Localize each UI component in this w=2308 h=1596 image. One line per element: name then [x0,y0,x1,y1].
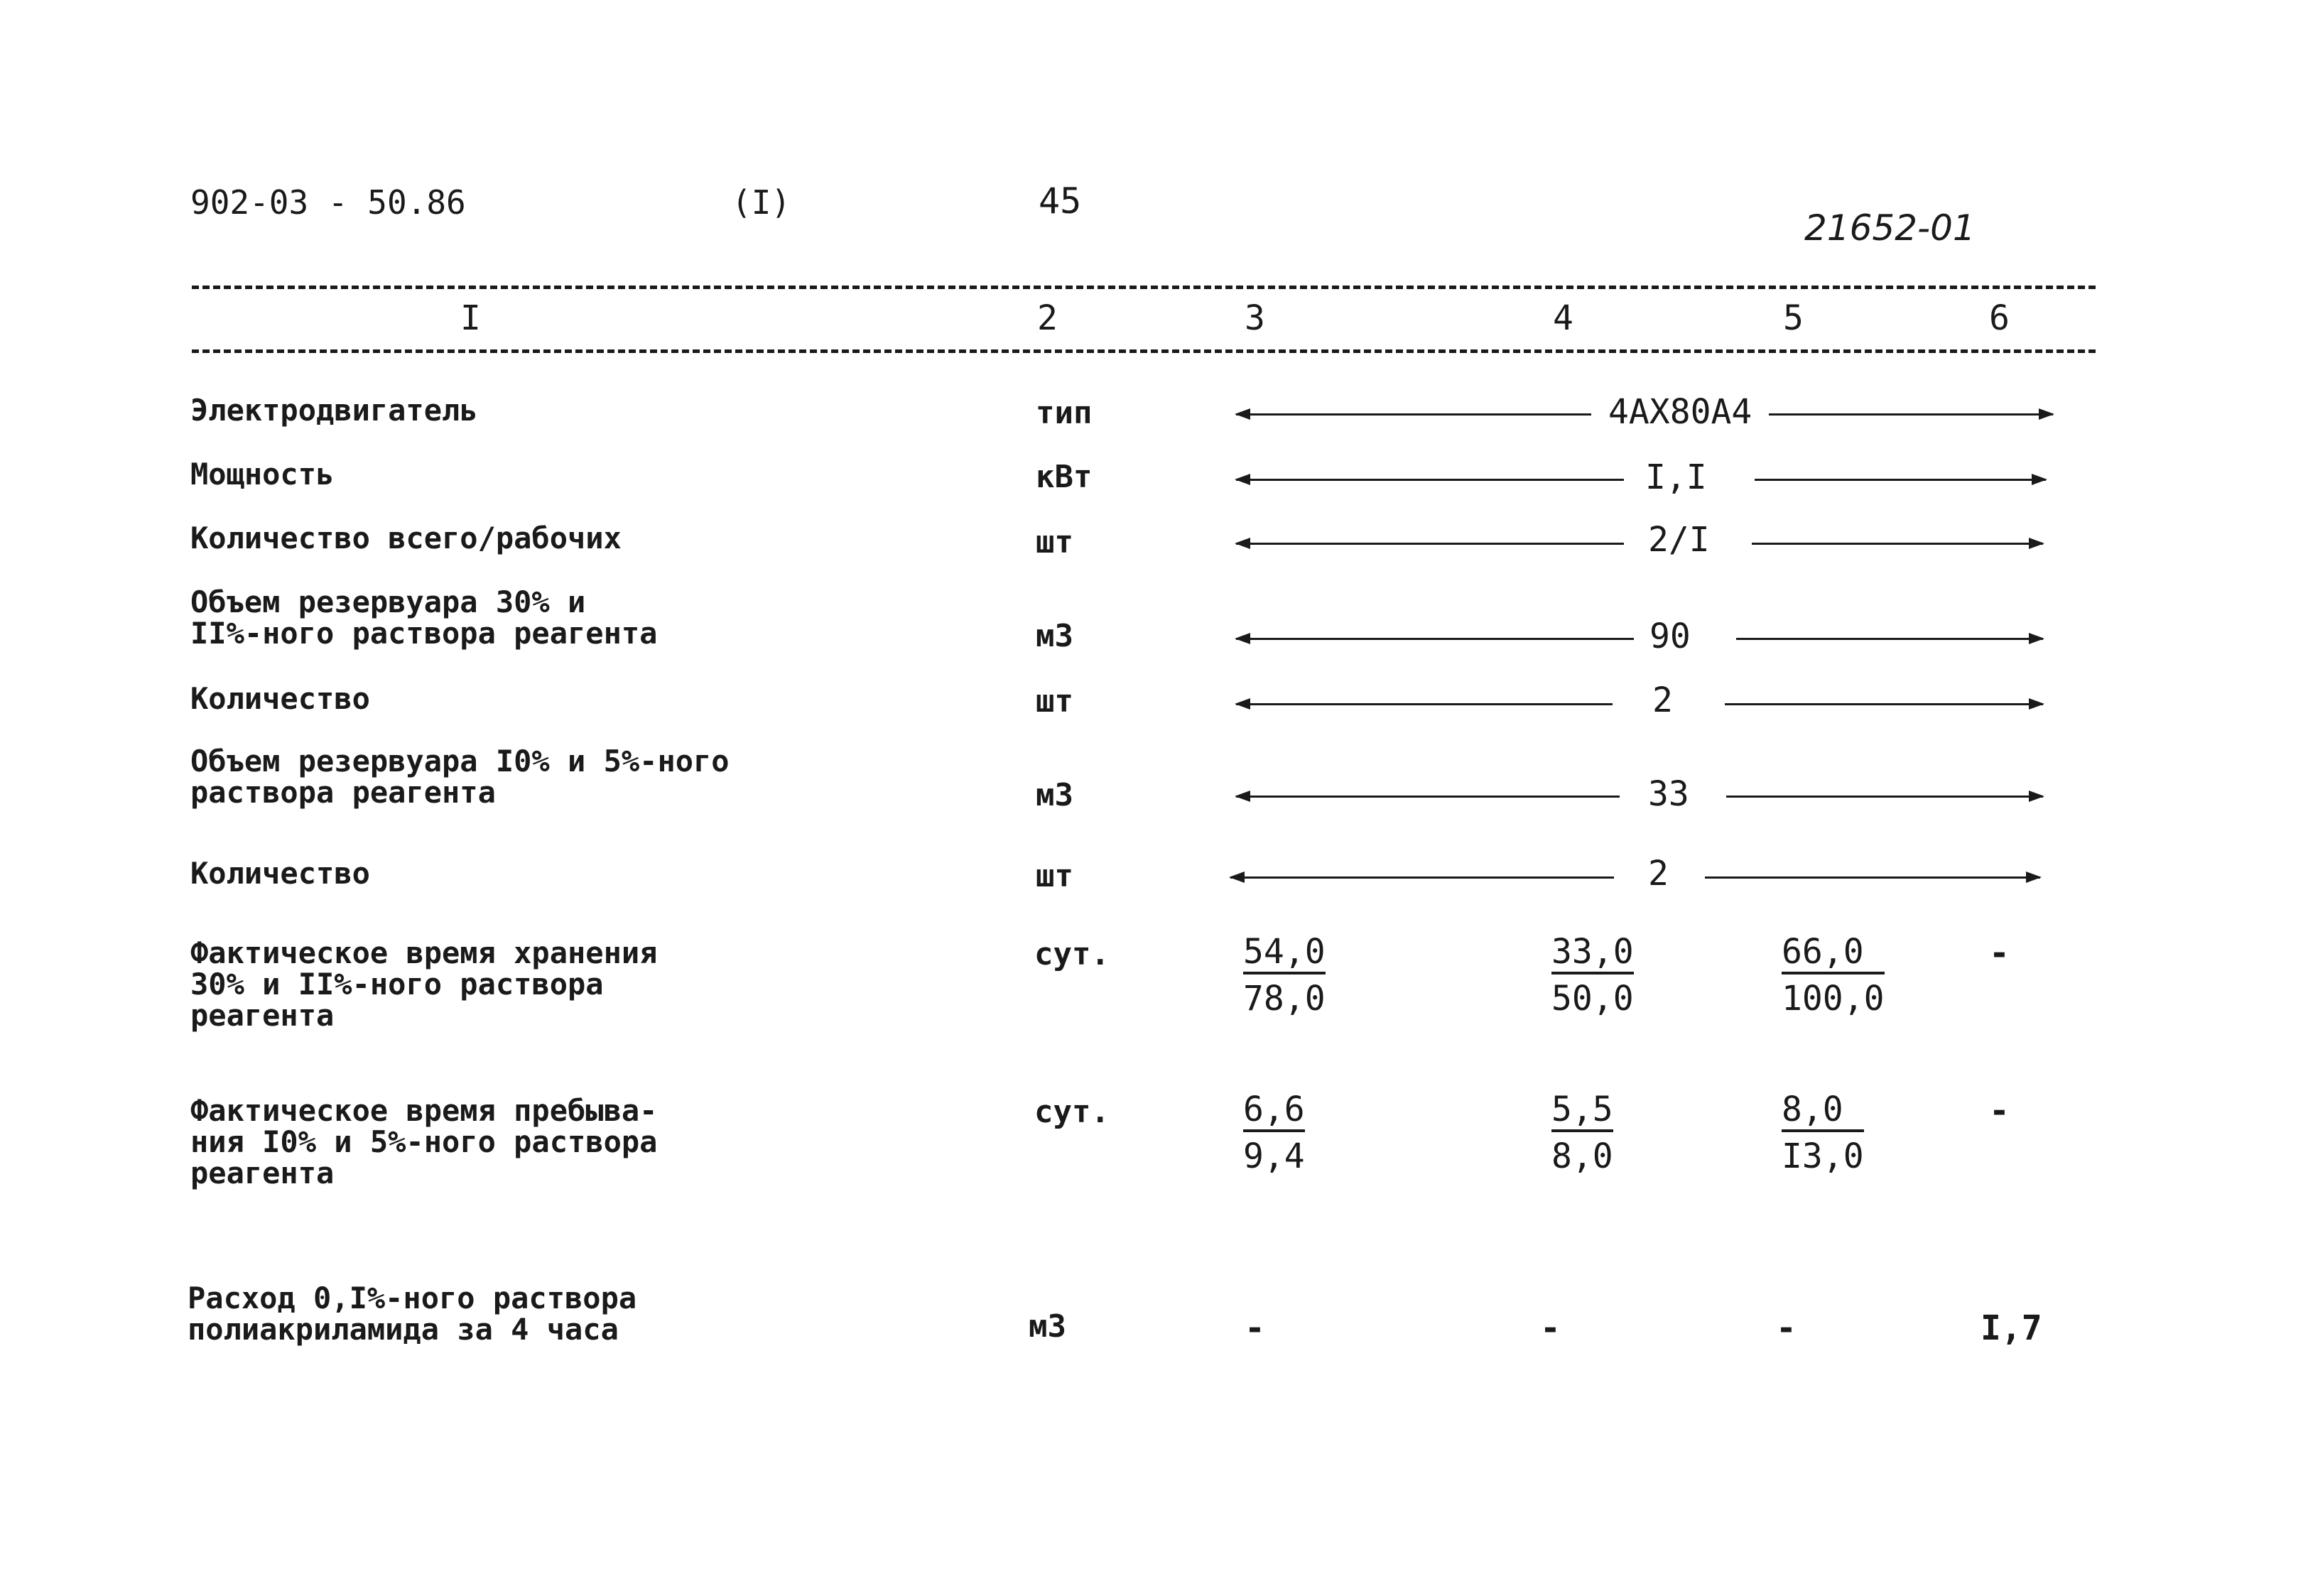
span-arrow-left [1236,479,1624,481]
col-header-3: 3 [1245,298,1265,338]
row-unit-quantity-2: шт [1036,858,1073,894]
residence-time-col5 [1782,1090,1864,1176]
row-unit-polyacrylamide-consumption: м3 [1029,1308,1066,1345]
row-unit-residence-time: сут. [1034,1094,1110,1130]
col-header-5: 5 [1783,298,1804,338]
consumption-col3: - [1245,1308,1265,1348]
archive-stamp: 21652-01 [1804,207,1976,249]
fraction-numerator: 5,5 [1551,1092,1613,1132]
span-arrow-left [1236,413,1591,416]
fraction-numerator: 33,0 [1551,935,1634,975]
span-arrow-right [1725,703,2043,705]
residence-time-col6: - [1989,1091,2010,1131]
storage-time-col6: - [1989,933,2010,973]
col-header-1: I [460,298,481,338]
consumption-col4: - [1540,1308,1561,1348]
row-label-power: Мощность [190,457,335,492]
residence-time-col4 [1551,1090,1613,1176]
row-label-tank-volume-30: Объем резервуара 30% и II%-ного раствора реагента [190,585,658,651]
document-code: 902-03 - 50.86 [190,183,466,222]
span-arrow-left [1230,876,1614,879]
row-value-tank-volume-10: 33 [1648,774,1689,814]
fraction-denominator: 9,4 [1243,1136,1305,1176]
fraction-numerator: 54,0 [1243,935,1326,975]
row-unit-quantity-1: шт [1036,683,1073,720]
row-value-quantity-2: 2 [1648,854,1669,894]
span-arrow-left [1236,703,1613,705]
span-arrow-right [1726,796,2043,798]
fraction-numerator: 6,6 [1243,1092,1305,1132]
fraction-denominator: I3,0 [1782,1136,1864,1176]
row-label-motor: Электродвигатель [190,393,478,428]
span-arrow-left [1236,543,1624,545]
row-value-motor: 4АХ80А4 [1608,392,1752,432]
span-arrow-left [1236,796,1620,798]
part-number: (I) [732,183,791,222]
row-label-tank-volume-10: Объем резервуара I0% и 5%-ного раствора реагента [190,744,730,810]
row-unit-motor: тип [1036,395,1093,431]
row-label-quantity-2: Количество [190,856,370,891]
row-label-count-total: Количество всего/рабочих [190,521,622,555]
storage-time-col4 [1551,932,1634,1019]
consumption-col6: I,7 [1981,1308,2042,1348]
fraction-numerator: 66,0 [1782,935,1885,975]
fraction-denominator: 78,0 [1243,979,1326,1019]
storage-time-col3 [1243,932,1326,1019]
span-arrow-right [1752,543,2043,545]
row-unit-storage-time: сут. [1034,936,1110,972]
consumption-col5: - [1776,1308,1797,1348]
row-label-polyacrylamide-consumption: Расход 0,I%-ного раствора полиакриламида за 4 часа [188,1281,637,1347]
page-number: 45 [1039,180,1082,222]
fraction-numerator: 8,0 [1782,1092,1864,1132]
row-unit-power: кВт [1036,459,1093,495]
storage-time-col5 [1782,932,1885,1019]
row-value-count-total: 2/I [1648,520,1710,560]
fraction-denominator: 8,0 [1551,1136,1613,1176]
fraction-denominator: 100,0 [1782,979,1885,1019]
span-arrow-left [1236,638,1634,640]
col-header-4: 4 [1553,298,1573,338]
row-unit-count-total: шт [1036,524,1073,560]
row-unit-tank-volume-30: м3 [1036,618,1073,654]
span-arrow-right [1755,479,2046,481]
row-label-residence-time: Фактическое время пребыва- ния I0% и 5%-ного раствора реагента [190,1093,658,1190]
row-label-quantity-1: Количество [190,681,370,716]
row-value-quantity-1: 2 [1652,680,1673,720]
span-arrow-right [1736,638,2043,640]
span-arrow-right [1769,413,2053,416]
header-rule-top [192,286,2096,289]
row-label-storage-time: Фактическое время хранения 30% и II%-ного раствора реагента [190,935,658,1033]
fraction-denominator: 50,0 [1551,979,1634,1019]
header-rule-bottom [192,349,2096,353]
row-unit-tank-volume-10: м3 [1036,777,1073,813]
col-header-6: 6 [1989,298,2010,338]
residence-time-col3 [1243,1090,1305,1176]
row-value-tank-volume-30: 90 [1649,617,1691,656]
row-value-power: I,I [1645,457,1707,497]
col-header-2: 2 [1037,298,1058,338]
span-arrow-right [1705,876,2040,879]
